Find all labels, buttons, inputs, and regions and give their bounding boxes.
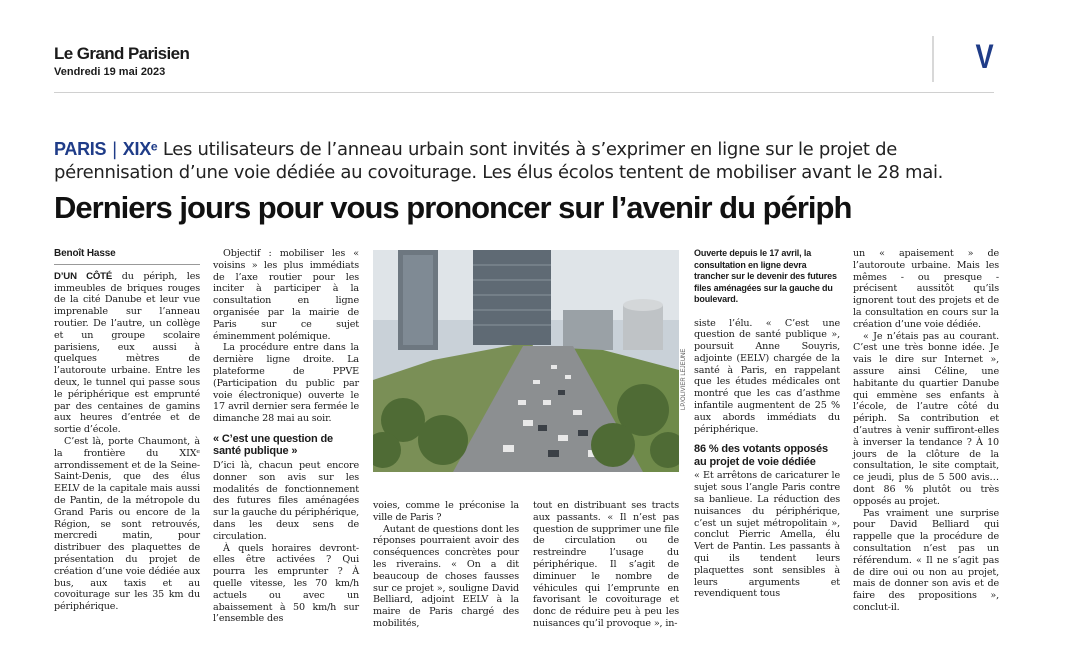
paragraph: À quels horaires devront-elles être activées ? Qui pourra les emprunter ? À quelle vitesse, les 70 km/h actuels ou avec un abaissement à 50 km/h sur l’ensemble des [213, 542, 359, 625]
paragraph: Autant de questions dont les réponses pourraient avoir des conséquences concrètes pour les riverains. « On a dit beaucoup de choses fausses sur ce projet », souligne David Belliard, adjoint EELV à la maire de Paris chargé des mobilités, [373, 523, 519, 629]
kicker-text: Les utilisateurs de l’anneau urbain sont invités à s’exprimer en ligne sur le projet de pérennisation d’une voie dédiée au covoiturage. Les élus écolos tentent de mobiliser avant le 28 mai. [54, 139, 944, 183]
byline-rule [54, 264, 200, 265]
article-column-1 [54, 248, 200, 613]
paragraph: un « apaisement » de l’autoroute urbaine. Mais les mêmes - ou presque - précisent aussitôt qu’ils ignorent tout des projets et de la consultation en cours sur la création d’une voie dédiée. [853, 248, 999, 330]
subheading: 86 % des votants opposés au projet de voie dédiée [694, 443, 828, 468]
paragraph: siste l’élu. « C’est une question de santé publique », poursuit Anne Souyris, adjointe (EELV) chargée de la santé à Paris, en rappelant que les études médicales ont montré que les cas d’asthme infantile augmentent de 25 % aux abords immédiats du périphérique. [694, 317, 840, 435]
paragraph: Objectif : mobiliser les « voisins » les plus immédiats de l’axe routier pour les inciter à participer à la consultation en ligne organisée par la mairie de Paris sur ce sujet éminemment polémique. [213, 248, 359, 342]
paragraph-text: du périph, les immeubles de briques rouges de la cité Danube et leur vue imprenable sur l’anneau routier. De l’autre, un collège et un groupe scolaire parisiens, eux aussi à quelques mètres de l’autoroute urbaine. Entre les deux, le tunnel qui passe sous le périphérique est emprunté par des centaines de gamins aux heures d’entrée et de sortie d’école. [54, 270, 201, 436]
masthead-rule [54, 92, 994, 93]
paragraph: « Et arrêtons de caricaturer le sujet sous l’angle Paris contre sa banlieue. La réduction des nuisances du périphérique, c’est un sujet métropolitain », conclut Pierric Amella, élu Vert de Pantin. Les passants à qui ils tendent leurs plaquettes sont sensibles à leurs arguments et revendiquent tous [694, 470, 840, 600]
kicker-place: PARIS [54, 139, 107, 159]
byline: Benoît Hasse [54, 248, 116, 259]
paragraph: D’ici là, chacun peut encore donner son avis sur les modalités de fonctionnement des futures files aménagées sur la gauche du périphérique, dans les deux sens de circulation. [213, 459, 359, 542]
paragraph [54, 271, 200, 436]
paragraph: « Je n’étais pas au courant. C’est une très bonne idée. Je vais le dire sur Internet », assure ainsi Céline, une habitante du quartier Danube qui emmène ses enfants à l’école, de l’autre côté du périph. Sa contribution et d’autres à venir suffiront-elles à inverser la tendance ? À 10 jours de la clôture de la consultation, le site comptait, ce jeudi, plus de 5 500 avis… dont 86 % plutôt ou très opposés au projet. [853, 330, 999, 507]
article-kicker [54, 138, 1014, 184]
newspaper-logo: Le Grand Parisien [54, 44, 190, 63]
masthead [54, 38, 994, 92]
periphery-photo-illustration [373, 250, 679, 472]
article-column-6 [853, 248, 999, 614]
article-photo [373, 250, 679, 472]
article-column-3 [373, 500, 519, 630]
article-column-4 [533, 500, 679, 630]
kicker-district: XIXᵉ [122, 139, 158, 159]
publication-date: Vendredi 19 mai 2023 [54, 66, 166, 78]
section-divider [932, 36, 934, 82]
article-headline: Derniers jours pour vous prononcer sur l’avenir du périph [54, 190, 852, 225]
photo-credit: LP/OLIVIER LEJEUNE [681, 348, 687, 410]
section-letter: V [975, 38, 994, 76]
article-column-5 [694, 248, 840, 600]
paragraph: C’est là, porte Chaumont, à la frontière du XIXᵉ arrondissement et de la Seine-Saint-Denis, que des élus EELV de la capitale mais aussi de Pantin, de la métropole du Grand Paris ou encore de la Région, se sont retrouvés, mercredi matin, pour distribuer des plaquettes de présentation du projet de création d’une voie dédiée aux bus, aux taxis et au covoiturage sur les 35 km du périphérique. [54, 435, 200, 613]
subheading: « C’est une question de santé publique » [213, 432, 334, 458]
article-column-2 [213, 248, 359, 625]
lead-words: D’UN CÔTÉ [54, 270, 113, 282]
kicker-separator: | [111, 139, 118, 160]
paragraph: tout en distribuant ses tracts aux passants. « Il n’est pas question de supprimer une file de circulation ou de restreindre l’usage du périphérique. Il s’agit de diminuer le nombre de véhicules qui l’emprunte en favorisant le covoiturage et donc de réduire peu à peu les nuisances qu’il provoque », in- [533, 500, 679, 629]
paragraph: voies, comme le préconise la ville de Paris ? [373, 500, 519, 523]
paragraph: Pas vraiment une surprise pour David Belliard qui rappelle que la procédure de consultation n’est pas un référendum. « Il ne s’agit pas de dire oui ou non au projet, mais de donner son avis et de faire des propositions », conclut-il. [853, 507, 999, 613]
photo-caption: Ouverte depuis le 17 avril, la consultation en ligne devra trancher sur le devenir des futures files aménagées sur la gauche du boulevard. [694, 248, 837, 304]
paragraph: La procédure entre dans la dernière ligne droite. La plateforme de PPVE (Participation du public par voie électronique) ouverte le 17 avril dernier sera fermée le dimanche 28 mai au soir. [213, 342, 359, 425]
